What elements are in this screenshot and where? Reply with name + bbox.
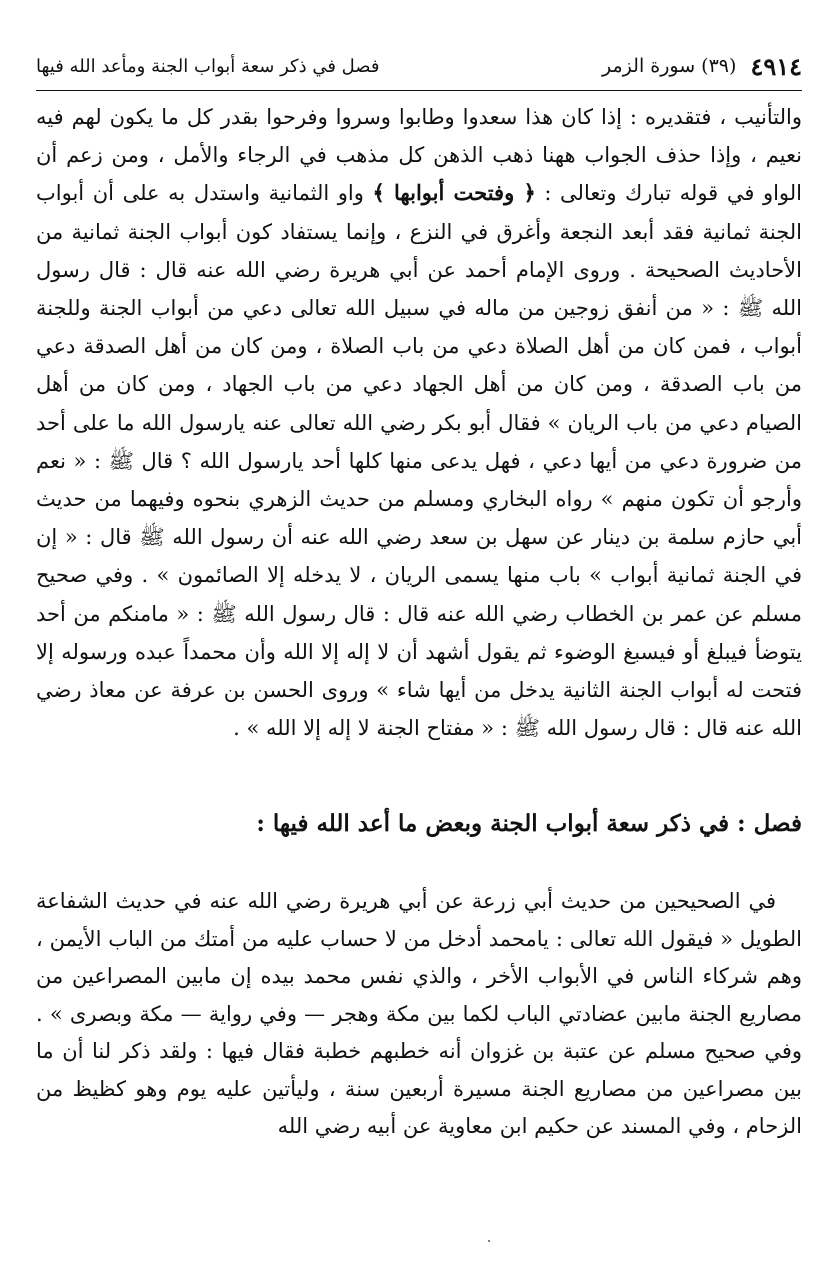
header-right-group <box>602 52 802 81</box>
page-speck <box>488 1240 490 1242</box>
paragraph: في الصحيحين من حديث أبي زرعة عن أبي هريرة رضي الله عنه في حديث الشفاعة الطويل « فيقول الله تعالى : يامحمد أدخل من لا حساب عليه من أمتك من الباب الأيمن ، وهم شركاء الناس في الأبواب الأخر ، والذي نفس محمد بيده إن مابين المصراعين من مصاريع الجنة مابين عضادتي الباب لكما بين مكة وهجر — وفي رواية — مكة وبصرى » . وفي صحيح مسلم عن عتبة بن غزوان أنه خطبهم خطبة فقال فيها : ولقد ذكر لنا أن ما بين مصراعين من مصاريع الجنة مسيرة أربعين سنة ، وليأتين عليه يوم وهو كظيظ من الزحام ، وفي المسند عن حكيم ابن معاوية عن أبيه رضي الله <box>36 889 802 1139</box>
paragraph-text: واو الثمانية واستدل به على أن أبواب الجنة ثمانية فقد أبعد النجعة وأغرق في النزع ، وإنما يستفاد كون أبواب الجنة ثمانية من الأحاديث الصحيحة . وروى الإمام أحمد عن أبي هريرة رضي الله عنه قال : قال رسول الله ﷺ : « من أنفق زوجين من ماله في سبيل الله تعالى دعي من أبواب الجنة وللجنة أبواب ، فمن كان من أهل الصلاة دعي من باب الصلاة ، ومن كان من أهل الصدقة دعي من باب الصدقة ، ومن كان من أهل الجهاد دعي من باب الجهاد ، ومن كان من أهل الصيام دعي من باب الريان » فقال أبو بكر رضي الله تعالى عنه يارسول الله ما على أحد من ضرورة دعي من أيها دعي ، فهل يدعى منها كلها أحد يارسول الله ؟ قال ﷺ : « نعم وأرجو أن تكون منهم » رواه البخاري ومسلم من حديث الزهري بنحوه وفيهما من حديث أبي حازم سلمة بن دينار عن سهل بن سعد رضي الله عنه أن رسول الله ﷺ قال : « إن في الجنة ثمانية أبواب » باب منها يسمى الريان ، لا يدخله إلا الصائمون » . وفي صحيح مسلم عن عمر بن الخطاب رضي الله عنه قال : قال رسول الله ﷺ : « مامنكم من أحد يتوضأ فيبلغ أو فيسبغ الوضوء ثم يقول أشهد أن لا إله إلا الله وأن محمداً عبده ورسوله إلا فتحت له أبواب الجنة الثانية يدخل من أيها شاء » وروى الحسن بن عرفة عن معاذ رضي الله عنه قال : قال رسول الله ﷺ : « مفتاح الجنة لا إله إلا الله » . <box>36 181 802 741</box>
quran-verse: ﴿ وفتحت أبوابها ﴾ <box>372 180 536 206</box>
section-heading: فصل : في ذكر سعة أبواب الجنة وبعض ما أعد الله فيها : <box>256 810 802 838</box>
paragraph <box>36 98 802 747</box>
page-header <box>36 44 802 88</box>
header-rule <box>36 90 802 91</box>
page-number: ٤٩١٤ <box>750 51 802 81</box>
surah-label: (٣٩) سورة الزمر <box>602 55 737 77</box>
paragraph-text: والتأنيب ، فتقديره : إذا كان هذا سعدوا وطابوا وسروا وفرحوا بقدر كل ما يكون لهم فيه نعيم ، وإذا حذف الجواب ههنا ذهب الذهن كل مذهب في الرجاء والأمل ، ومن زعم أن الواو في قوله تبارك وتعالى : <box>36 105 803 206</box>
running-title: فصل في ذكر سعة أبواب الجنة ومأعد الله فيها <box>36 55 380 77</box>
page-body <box>36 98 802 1146</box>
